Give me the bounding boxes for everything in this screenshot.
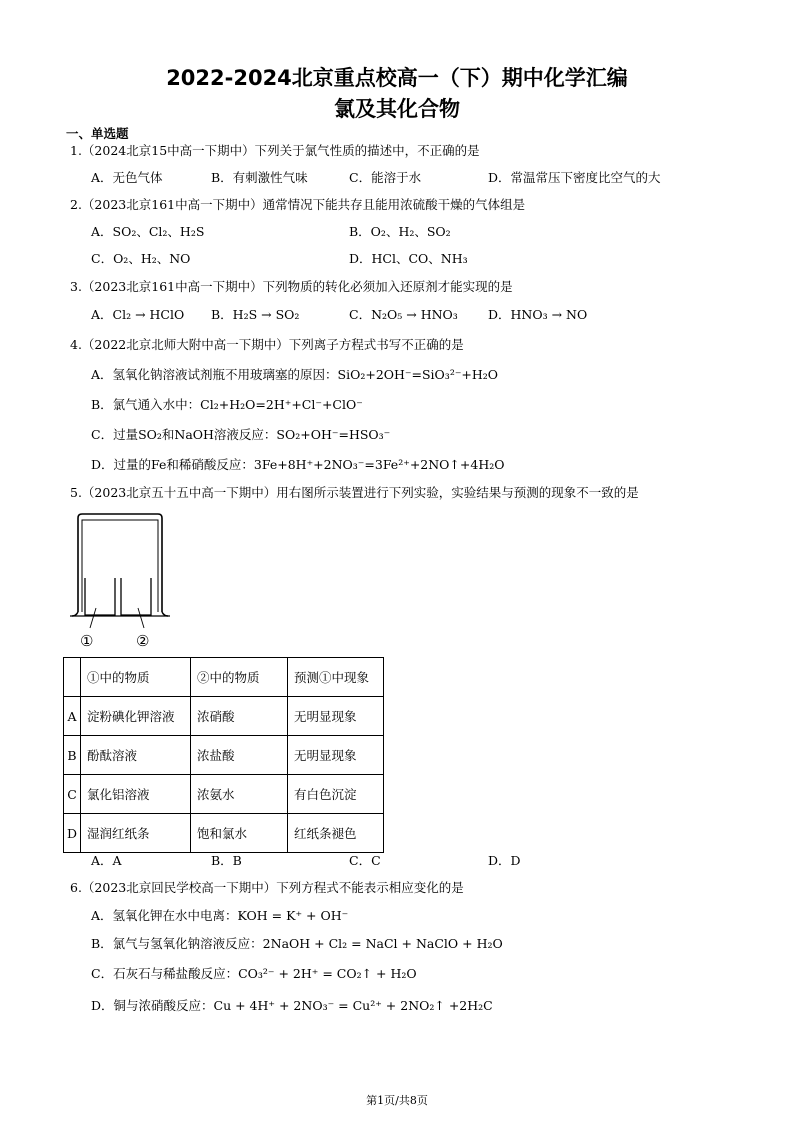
q1-option-a: A．无色气体 [91, 170, 163, 185]
q2-option-c: C．O₂、H₂、NO [91, 251, 191, 266]
question-5-stem: 5.（2023北京五十五中高一下期中）用右图所示装置进行下列实验，实验结果与预测的现象不一致的是 [70, 485, 639, 500]
q4-option-c: C．过量SO₂和NaOH溶液反应：SO₂+OH⁻=HSO₃⁻ [91, 427, 391, 442]
table-header-cell [64, 658, 81, 697]
page-subtitle: 氯及其化合物 [334, 97, 460, 121]
table-cell: D [64, 814, 81, 853]
bell-jar-diagram [68, 512, 178, 652]
leader-line-1 [90, 608, 96, 628]
beaker-label-1: ① [80, 632, 94, 650]
q1-option-d: D．常温常压下密度比空气的大 [488, 170, 661, 185]
q4-option-d: D．过量的Fe和稀硝酸反应：3Fe+8H⁺+2NO₃⁻=3Fe²⁺+2NO↑+4H₂O [91, 457, 505, 472]
experiment-table [63, 657, 384, 853]
table-cell: 饱和氯水 [191, 814, 288, 853]
beaker-label-2: ② [136, 632, 150, 650]
q3-option-d: D．HNO₃ → NO [488, 307, 588, 322]
table-cell: C [64, 775, 81, 814]
beaker-1 [85, 578, 115, 615]
q2-option-b: B．O₂、H₂、SO₂ [349, 224, 451, 239]
question-1-stem: 1.（2024北京15中高一下期中）下列关于氯气性质的描述中，不正确的是 [70, 143, 480, 158]
table-row [64, 736, 384, 775]
q1-option-b: B．有刺激性气味 [211, 170, 308, 185]
q5-option-b: B．B [211, 853, 242, 868]
table-cell: B [64, 736, 81, 775]
table-cell: 无明显现象 [288, 736, 384, 775]
question-6-stem: 6.（2023北京回民学校高一下期中）下列方程式不能表示相应变化的是 [70, 880, 464, 895]
q3-option-a: A．Cl₂ → HClO [91, 307, 185, 322]
q5-option-d: D．D [488, 853, 521, 868]
table-cell: A [64, 697, 81, 736]
q6-option-d: D．铜与浓硝酸反应：Cu + 4H⁺ + 2NO₃⁻ = Cu²⁺ + 2NO₂↑ +2H₂C [91, 998, 493, 1013]
table-header-cell: ①中的物质 [81, 658, 191, 697]
table-header-cell: ②中的物质 [191, 658, 288, 697]
table-header-cell: 预测①中现象 [288, 658, 384, 697]
table-row [64, 814, 384, 853]
page-title: 2022-2024北京重点校高一（下）期中化学汇编 [166, 66, 628, 90]
table-row [64, 775, 384, 814]
q2-option-d: D．HCl、CO、NH₃ [349, 251, 468, 266]
q3-option-c: C．N₂O₅ → HNO₃ [349, 307, 458, 322]
table-cell: 无明显现象 [288, 697, 384, 736]
q5-option-a: A．A [91, 853, 122, 868]
table-cell: 淀粉碘化钾溶液 [81, 697, 191, 736]
q6-option-b: B．氯气与氢氧化钠溶液反应：2NaOH + Cl₂ = NaCl + NaClO + H₂O [91, 936, 503, 951]
q2-option-a: A．SO₂、Cl₂、H₂S [91, 224, 205, 239]
table-cell: 浓硝酸 [191, 697, 288, 736]
table-cell: 酚酞溶液 [81, 736, 191, 775]
section-heading: 一、单选题 [66, 126, 129, 141]
bell-jar-inner-wall [82, 520, 158, 612]
table-cell: 有白色沉淀 [288, 775, 384, 814]
question-3-stem: 3.（2023北京161中高一下期中）下列物质的转化必须加入还原剂才能实现的是 [70, 279, 513, 294]
q5-option-c: C．C [349, 853, 381, 868]
q6-option-a: A．氢氧化钾在水中电离：KOH = K⁺ + OH⁻ [91, 908, 349, 923]
table-cell: 浓氨水 [191, 775, 288, 814]
table-cell: 氯化铝溶液 [81, 775, 191, 814]
q1-option-c: C．能溶于水 [349, 170, 422, 185]
bell-jar-apparatus-figure [68, 512, 178, 656]
bell-jar-outline [78, 514, 162, 612]
page-footer: 第1页/共8页 [366, 1094, 428, 1107]
question-4-stem: 4.（2022北京北师大附中高一下期中）下列离子方程式书写不正确的是 [70, 337, 464, 352]
table-cell: 红纸条褪色 [288, 814, 384, 853]
table-cell: 湿润红纸条 [81, 814, 191, 853]
q3-option-b: B．H₂S → SO₂ [211, 307, 300, 322]
leader-line-2 [138, 608, 144, 628]
q4-option-a: A．氢氧化钠溶液试剂瓶不用玻璃塞的原因：SiO₂+2OH⁻=SiO₃²⁻+H₂O [91, 367, 499, 382]
table-header-row [64, 658, 384, 697]
q6-option-c: C．石灰石与稀盐酸反应：CO₃²⁻ + 2H⁺ = CO₂↑ + H₂O [91, 966, 417, 981]
q4-option-b: B．氯气通入水中：Cl₂+H₂O=2H⁺+Cl⁻+ClO⁻ [91, 397, 363, 412]
beaker-2 [121, 578, 151, 615]
table-row [64, 697, 384, 736]
table-cell: 浓盐酸 [191, 736, 288, 775]
question-2-stem: 2.（2023北京161中高一下期中）通常情况下能共存且能用浓硫酸干燥的气体组是 [70, 197, 526, 212]
